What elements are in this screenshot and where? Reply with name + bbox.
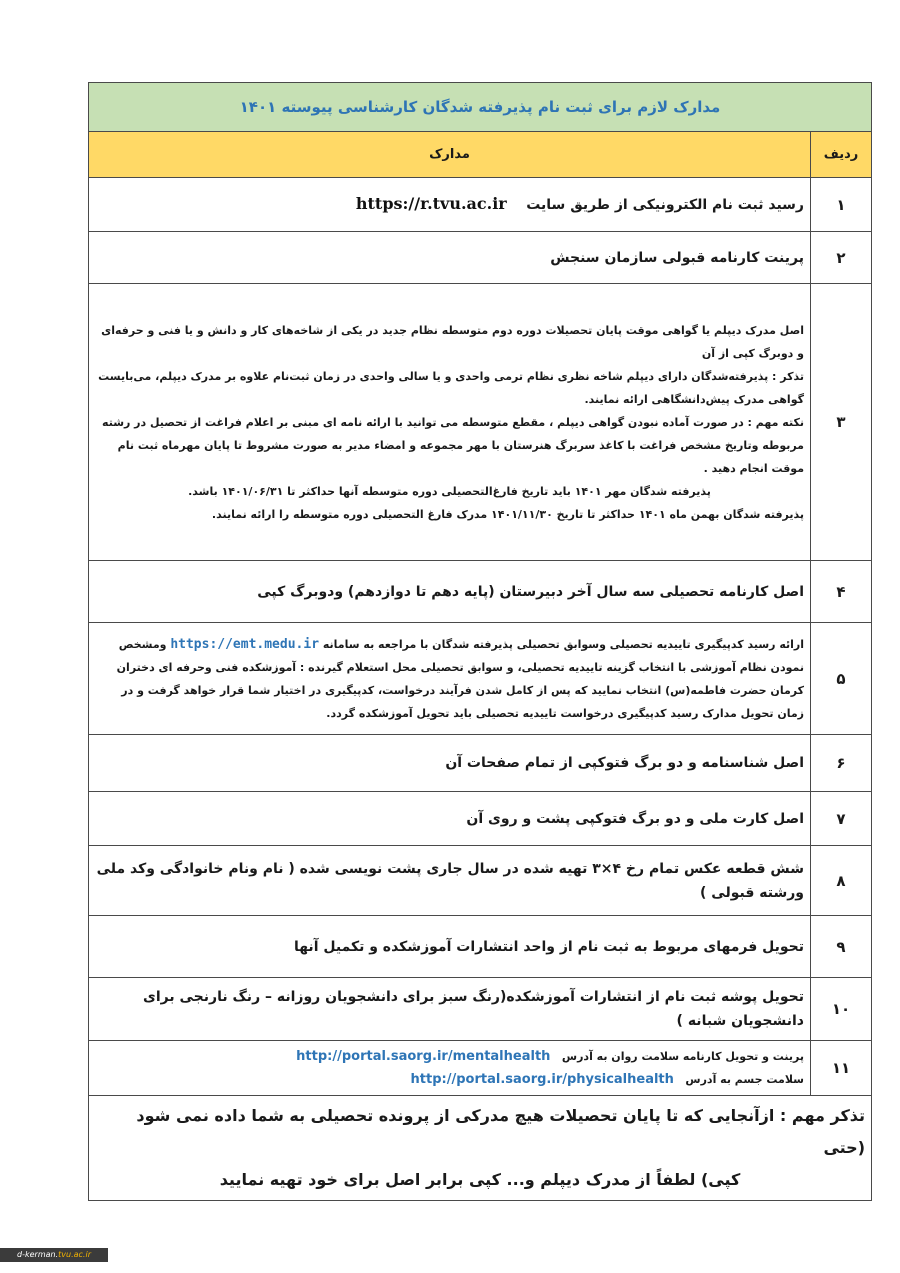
table-row bbox=[89, 232, 872, 284]
note-line: تذکر مهم : ازآنجایی که تا پایان تحصیلات هیچ مدرکی از پرونده تحصیلی به شما داده نمی شود (حتی bbox=[136, 1106, 865, 1157]
site-link[interactable]: https://r.tvu.ac.ir bbox=[355, 194, 507, 213]
header-documents: مدارک bbox=[89, 132, 811, 178]
row-description: اصل کارت ملی و دو برگ فتوکپی پشت و روی آن bbox=[89, 792, 811, 846]
table-row bbox=[89, 846, 872, 916]
table-row bbox=[89, 561, 872, 623]
badge-text: d-kerman. bbox=[17, 1250, 59, 1259]
important-note bbox=[89, 1096, 872, 1201]
row-description bbox=[89, 623, 811, 735]
row-description bbox=[89, 178, 811, 232]
row-number: ۲ bbox=[811, 232, 872, 284]
row-description: اصل کارنامه تحصیلی سه سال آخر دبیرستان (پایه دهم تا دوازدهم) ودوبرگ کپی bbox=[89, 561, 811, 623]
row-text: رسید ثبت نام الکترونیکی از طریق سایت bbox=[526, 197, 804, 213]
note-line: کپی) لطفاً از مدرک دیپلم و... کپی برابر اصل برای خود تهیه نمایید bbox=[219, 1170, 741, 1189]
emt-link[interactable]: https://emt.medu.ir bbox=[170, 636, 320, 652]
table-row bbox=[89, 916, 872, 978]
row-description: پرینت کارنامه قبولی سازمان سنجش bbox=[89, 232, 811, 284]
table-row bbox=[89, 1041, 872, 1096]
row-description bbox=[89, 284, 811, 561]
table-row bbox=[89, 792, 872, 846]
documents-table bbox=[88, 82, 872, 1201]
row-number: ۸ bbox=[811, 846, 872, 916]
title-row bbox=[89, 83, 872, 132]
table-row bbox=[89, 978, 872, 1041]
row-number: ۵ bbox=[811, 623, 872, 735]
row-line: اصل مدرک دیپلم یا گواهی موقت پایان تحصیلات دوره دوم متوسطه نظام جدید در یکی از شاخه‌های کار و دانش و یا فنی و حرفه‌ای و دوبرگ کپی از آن bbox=[101, 323, 804, 360]
row-description bbox=[89, 1041, 811, 1096]
badge-domain: tvu.ac.ir bbox=[58, 1250, 91, 1259]
table-row bbox=[89, 284, 872, 561]
row-number: ۳ bbox=[811, 284, 872, 561]
row-number: ۹ bbox=[811, 916, 872, 978]
site-badge bbox=[0, 1248, 108, 1262]
row-number: ۱۱ bbox=[811, 1041, 872, 1096]
row-line: تذکر : پذیرفته‌شدگان دارای دیپلم شاخه نظری نظام ترمی واحدی و یا سالی واحدی در زمان ثبت‌نام علاوه بر مدرک دیپلم، می‌بایست گواهی مدرک پیش‌دانشگاهی ارائه نمایند. bbox=[98, 369, 804, 406]
row-line: پذیرفته شدگان مهر ۱۴۰۱ باید تاریخ فارغ‌التحصیلی دوره متوسطه آنها حداکثر تا ۱۴۰۱/۰۶/۳۱ باشد. bbox=[188, 484, 711, 498]
page-title: مدارک لازم برای ثبت نام پذیرفته شدگان کارشناسی پیوسته ۱۴۰۱ bbox=[89, 83, 872, 132]
row-number: ۱۰ bbox=[811, 978, 872, 1041]
row-line: نکته مهم : در صورت آماده نبودن گواهی دیپلم ، مقطع متوسطه می توانید با ارائه نامه ای مبنی بر اعلام فراغت از تحصیل در رشته مربوطه وتاریخ مشخص فراغت با کاغذ سربرگ هنرستان با مهر مجموعه و امضاء مدیر به صورت مشروط تا پایان مهرماه ثبت نام موقت انجام دهید . bbox=[102, 415, 804, 475]
row-number: ۱ bbox=[811, 178, 872, 232]
row-line: پذیرفته شدگان بهمن ماه ۱۴۰۱ حداکثر تا تاریخ ۱۴۰۱/۱۱/۳۰ مدرک فارغ التحصیلی دوره متوسطه را ارائه نمایند. bbox=[211, 507, 804, 521]
row-number: ۴ bbox=[811, 561, 872, 623]
row-description: تحویل فرمهای مربوط به ثبت نام از واحد انتشارات آموزشکده و تکمیل آنها bbox=[89, 916, 811, 978]
important-note-row bbox=[89, 1096, 872, 1201]
physical-health-link[interactable]: http://portal.saorg.ir/physicalhealth bbox=[410, 1072, 674, 1087]
row-number: ۶ bbox=[811, 735, 872, 792]
table-row bbox=[89, 623, 872, 735]
row-description: تحویل پوشه ثبت نام از انتشارات آموزشکده(رنگ سبز برای دانشجویان روزانه – رنگ نارنجی برای دانشجویان شبانه ) bbox=[89, 978, 811, 1041]
header-row-number: ردیف bbox=[811, 132, 872, 178]
header-row bbox=[89, 132, 872, 178]
mental-health-link[interactable]: http://portal.saorg.ir/mentalhealth bbox=[296, 1049, 551, 1064]
row-description: اصل شناسنامه و دو برگ فتوکپی از تمام صفحات آن bbox=[89, 735, 811, 792]
table-row bbox=[89, 735, 872, 792]
row-text: ومشخص نمودن نظام آموزشی با انتخاب گزینه تاییدیه تحصیلی، و سوابق تحصیلی محل استعلام گیرنده : آموزشکده فنی وحرفه ای دختران کرمان حضرت فاطمه(س) انتخاب نمایید که پس از کامل شدن فرآیند درخواست، کدپیگیری در اختیار شما قرار خواهد گرفت و در زمان تحویل مدارک رسید کدپیگیری درخواست تاییدیه تحصیلی باید تحویل آموزشکده گردد. bbox=[116, 637, 804, 720]
row-line bbox=[95, 1045, 804, 1068]
row-number: ۷ bbox=[811, 792, 872, 846]
table-row bbox=[89, 178, 872, 232]
document-sheet bbox=[89, 82, 872, 1201]
row-description: شش قطعه عکس تمام رخ ۴×۳ تهیه شده در سال جاری پشت نویسی شده ( نام ونام خانوادگی وکد ملی ورشته قبولی ) bbox=[89, 846, 811, 916]
row-text: پرینت و تحویل کارنامه سلامت روان به آدرس bbox=[561, 1050, 804, 1063]
row-text: ارائه رسید کدپیگیری تاییدیه تحصیلی وسوابق تحصیلی پذیرفته شدگان با مراجعه به سامانه bbox=[322, 637, 804, 651]
row-line bbox=[95, 1068, 804, 1091]
row-text: سلامت جسم به آدرس bbox=[685, 1073, 804, 1086]
